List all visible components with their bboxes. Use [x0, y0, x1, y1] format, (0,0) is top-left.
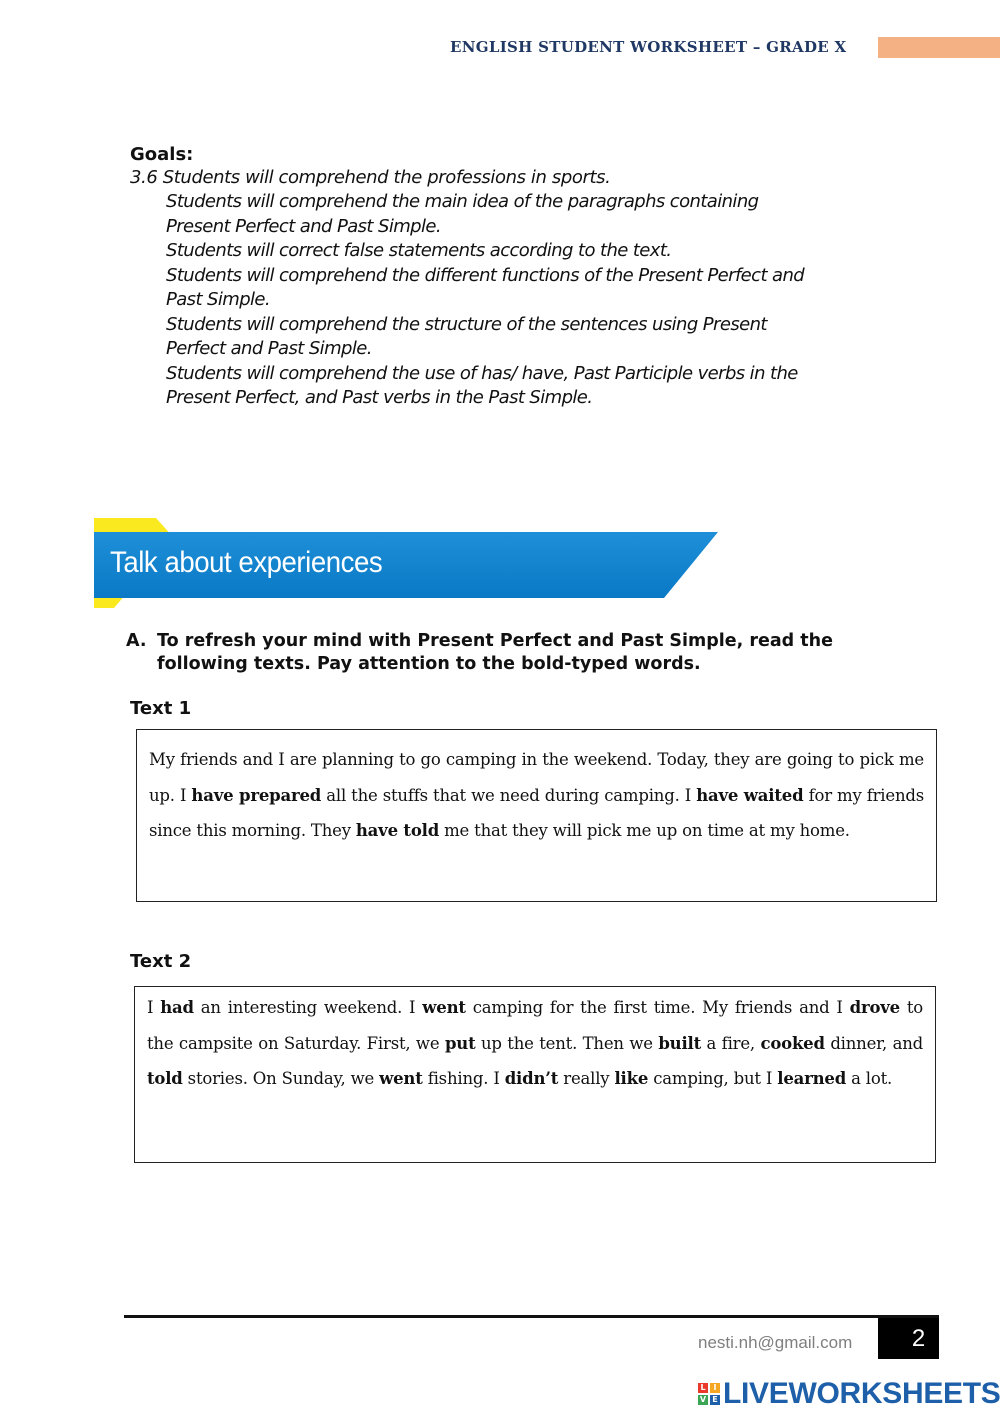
bold-verb: had	[160, 998, 194, 1017]
text-segment: dinner, and	[824, 1033, 924, 1053]
text-segment: a fire,	[701, 1033, 761, 1053]
goal-line: Students will comprehend the use of has/ have, Past Participle verbs in the	[166, 362, 798, 384]
goals-section	[130, 144, 870, 411]
bold-verb: put	[444, 1033, 476, 1053]
bold-verb: have prepared	[191, 785, 322, 805]
text-segment: camping, but I	[648, 1069, 778, 1088]
text-segment: a lot.	[846, 1069, 893, 1088]
goal-line: Past Simple.	[166, 289, 271, 310]
text-segment: for my friends since this morning. They	[149, 785, 925, 840]
text-segment: camping for the first time. My friends and I	[465, 998, 850, 1017]
bold-verb: have waited	[696, 785, 804, 805]
goals-list	[130, 190, 870, 411]
bold-verb: didn’t	[504, 1069, 559, 1088]
instruction-text: To refresh your mind with Present Perfect and Past Simple, read the following texts. Pay attention to the bold-typed words.	[157, 631, 833, 674]
goal-line: Perfect and Past Simple.	[166, 338, 372, 359]
banner-title: Talk about experiences	[110, 546, 383, 579]
text-segment: stories. On Sunday, we	[182, 1069, 380, 1088]
text-segment: fishing. I	[422, 1069, 505, 1088]
text-segment: to the campsite on Saturday. First, we	[147, 998, 923, 1053]
logo-grid-icon	[698, 1383, 720, 1405]
instruction-a	[126, 630, 886, 675]
text2-label: Text 2	[130, 951, 192, 972]
logo-grid-cell: L	[698, 1383, 708, 1393]
bold-verb: learned	[777, 1069, 847, 1088]
footer-email: nesti.nh@gmail.com	[698, 1333, 853, 1352]
goal-line: Students will correct false statements according to the text.	[166, 240, 672, 261]
goal-first-line: 3.6 Students will comprehend the professions in sports.	[130, 167, 611, 188]
text-segment: up the tent. Then we	[475, 1033, 659, 1053]
section-banner	[94, 518, 724, 610]
bold-verb: told	[147, 1069, 183, 1088]
instruction-letter: A.	[126, 631, 147, 651]
logo-grid-cell: V	[699, 1395, 707, 1404]
goal-line: Present Perfect and Past Simple.	[166, 215, 441, 237]
liveworksheets-logo[interactable]	[698, 1378, 1000, 1410]
text1-label: Text 1	[130, 698, 192, 719]
text-segment: My friends and I are planning to go camping in the weekend. Today, they are going to pick me up. I	[149, 750, 924, 805]
text-segment: really	[558, 1069, 615, 1088]
header-accent-bar	[878, 37, 1000, 58]
page-number: 2	[878, 1318, 939, 1359]
worksheet-header-title: ENGLISH STUDENT WORKSHEET – GRADE X	[450, 38, 847, 56]
bold-verb: built	[658, 1033, 702, 1053]
text-segment: an interesting weekend. I	[193, 998, 423, 1017]
bold-verb: have told	[355, 821, 440, 840]
text-segment: all the stuffs that we need during camping. I	[321, 785, 697, 805]
goal-line: Students will comprehend the main idea of the paragraphs containing	[166, 191, 759, 212]
text-segment: I	[147, 998, 161, 1017]
bold-verb: went	[422, 998, 466, 1017]
text1-box	[136, 729, 937, 902]
footer-divider	[124, 1315, 939, 1318]
goal-line: Students will comprehend the structure of the sentences using Present	[166, 313, 767, 335]
bold-verb: went	[379, 1069, 423, 1088]
bold-verb: drove	[849, 998, 900, 1017]
logo-grid-cell: E	[710, 1395, 720, 1405]
logo-text: LIVEWORKSHEETS	[723, 1377, 1000, 1410]
logo-grid-cell: I	[710, 1383, 720, 1393]
text-segment: me that they will pick me up on time at my home.	[439, 821, 850, 840]
text2-box	[134, 986, 936, 1163]
bold-verb: cooked	[760, 1033, 825, 1053]
bold-verb: like	[614, 1069, 649, 1088]
goal-line: Students will comprehend the different functions of the Present Perfect and	[166, 264, 805, 286]
goals-heading: Goals:	[130, 144, 194, 165]
goal-line: Present Perfect, and Past verbs in the Past Simple.	[166, 387, 593, 408]
